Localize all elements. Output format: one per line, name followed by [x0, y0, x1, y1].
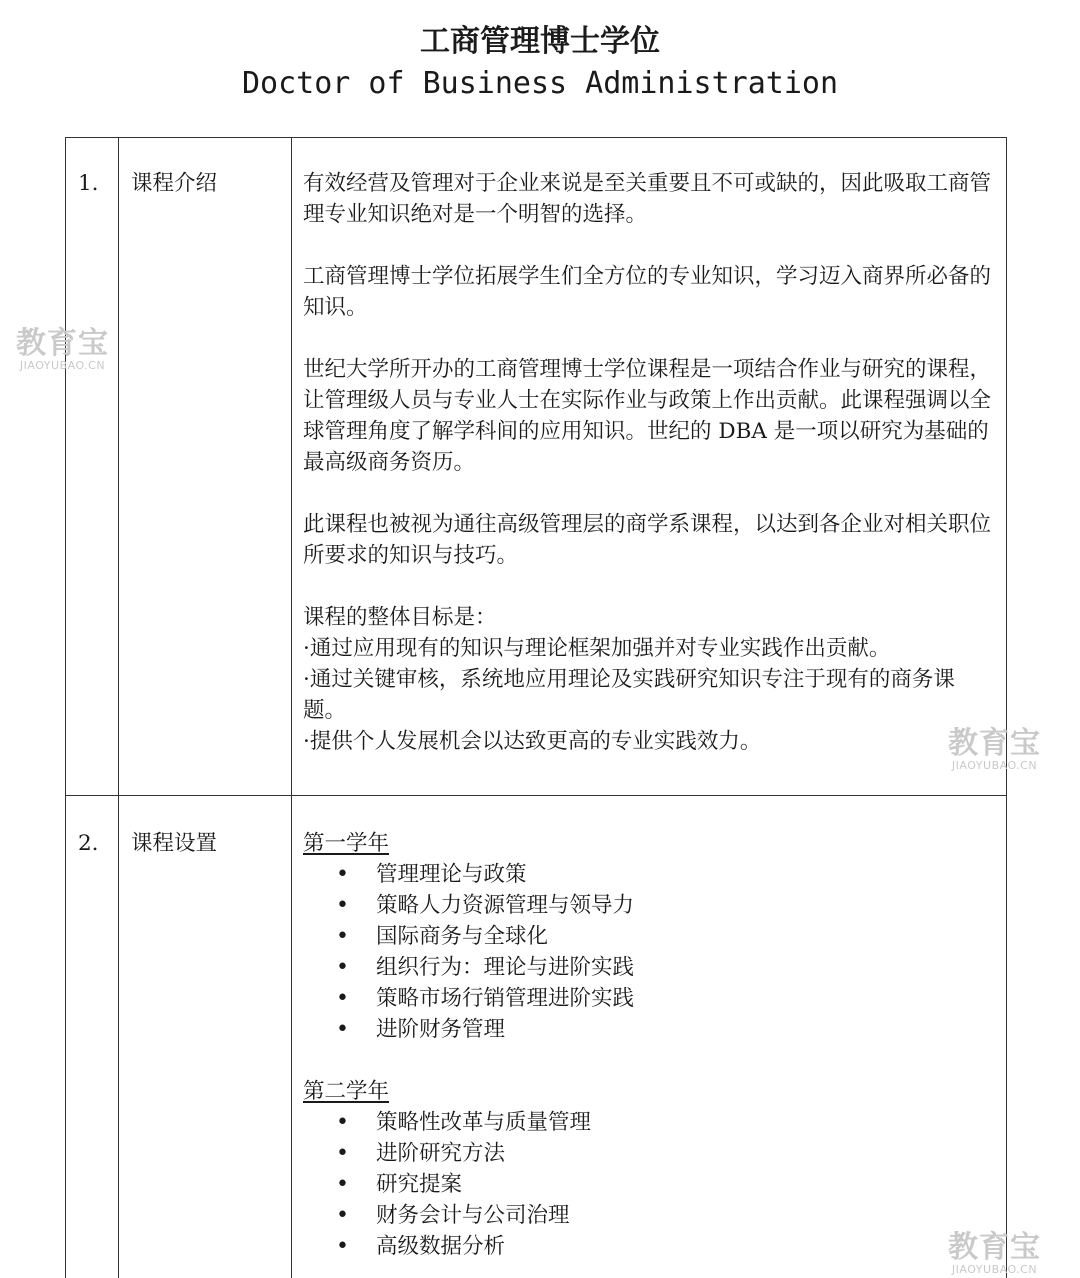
bullet-icon: •	[336, 1141, 349, 1166]
course-name: 高级数据分析	[376, 1234, 506, 1259]
row-number: 1.	[78, 171, 99, 196]
year-one-list	[303, 859, 993, 1045]
watermark-text: 教育宝	[948, 1230, 1041, 1265]
intro-paragraph: 世纪大学所开办的工商管理博士学位课程是一项结合作业与研究的课程，让管理级人员与专业人士在实际作业与政策上作出贡献。此课程强调以全球管理角度了解学科间的应用知识。世纪的 DBA 是一项以研究为基础的最高级商务资历。	[303, 357, 992, 475]
year-one-heading: 第一学年	[303, 831, 390, 856]
course-name: 策略市场行销管理进阶实践	[376, 986, 635, 1011]
curriculum	[303, 828, 993, 1262]
course-name: 策略性改革与质量管理	[376, 1110, 592, 1135]
row-label: 课程介绍	[131, 171, 218, 196]
page-title-en: Doctor of Business Administration	[241, 66, 839, 101]
bullet-icon: •	[336, 1234, 349, 1259]
list-item	[303, 859, 993, 890]
course-name: 财务会计与公司治理	[376, 1203, 570, 1228]
watermark-url: JIAOYUBAO.CN	[951, 759, 1038, 772]
watermark-logo	[948, 1232, 1041, 1276]
list-item	[303, 890, 993, 921]
goal-item: ·通过应用现有的知识与理论框架加强并对专业实践作出贡献。	[303, 636, 891, 661]
goals-heading: 课程的整体目标是：	[303, 605, 497, 630]
bullet-icon: •	[336, 1172, 349, 1197]
course-name: 组织行为：理论与进阶实践	[376, 955, 635, 980]
bullet-icon: •	[336, 1017, 349, 1042]
column-divider	[291, 137, 292, 1278]
list-item	[303, 1014, 993, 1045]
table-right-border	[1006, 137, 1007, 1278]
list-item	[303, 1231, 993, 1262]
goal-item: ·提供个人发展机会以达致更高的专业实践效力。	[303, 729, 762, 754]
bullet-icon: •	[336, 893, 349, 918]
list-item	[303, 952, 993, 983]
watermark-logo	[16, 328, 109, 372]
goal-item: ·通过关键审核，系统地应用理论及实践研究知识专注于现有的商务课题。	[303, 667, 955, 723]
list-item	[303, 1200, 993, 1231]
list-item	[303, 1107, 993, 1138]
watermark-text: 教育宝	[948, 726, 1041, 761]
row-label: 课程设置	[131, 831, 218, 856]
watermark-url: JIAOYUBAO.CN	[19, 359, 106, 372]
row-divider	[65, 795, 1007, 796]
watermark-text: 教育宝	[16, 326, 109, 361]
list-item	[303, 921, 993, 952]
intro-paragraph: 工商管理博士学位拓展学生们全方位的专业知识，学习迈入商界所必备的知识。	[303, 264, 992, 320]
watermark-url: JIAOYUBAO.CN	[951, 1263, 1038, 1276]
table-left-border	[65, 137, 66, 1278]
bullet-icon: •	[336, 1110, 349, 1135]
page-title-cn: 工商管理博士学位	[420, 24, 660, 59]
column-divider	[118, 137, 119, 1278]
intro-paragraph: 有效经营及管理对于企业来说是至关重要且不可或缺的，因此吸取工商管理专业知识绝对是一个明智的选择。	[303, 171, 992, 227]
bullet-icon: •	[336, 986, 349, 1011]
course-name: 管理理论与政策	[376, 862, 527, 887]
table-top-border	[65, 137, 1007, 138]
list-item	[303, 1169, 993, 1200]
bullet-icon: •	[336, 862, 349, 887]
course-name: 进阶研究方法	[376, 1141, 506, 1166]
course-name: 研究提案	[376, 1172, 463, 1197]
course-name: 策略人力资源管理与领导力	[376, 893, 635, 918]
row-number: 2.	[78, 831, 99, 856]
year-two-heading: 第二学年	[303, 1079, 390, 1104]
intro-paragraph: 此课程也被视为通往高级管理层的商学系课程，以达到各企业对相关职位所要求的知识与技巧。	[303, 512, 992, 568]
bullet-icon: •	[336, 1203, 349, 1228]
course-intro	[303, 168, 993, 757]
course-name: 国际商务与全球化	[376, 924, 549, 949]
year-two-list	[303, 1107, 993, 1262]
bullet-icon: •	[336, 955, 349, 980]
watermark-logo	[948, 728, 1041, 772]
list-item	[303, 983, 993, 1014]
list-item	[303, 1138, 993, 1169]
bullet-icon: •	[336, 924, 349, 949]
course-name: 进阶财务管理	[376, 1017, 506, 1042]
